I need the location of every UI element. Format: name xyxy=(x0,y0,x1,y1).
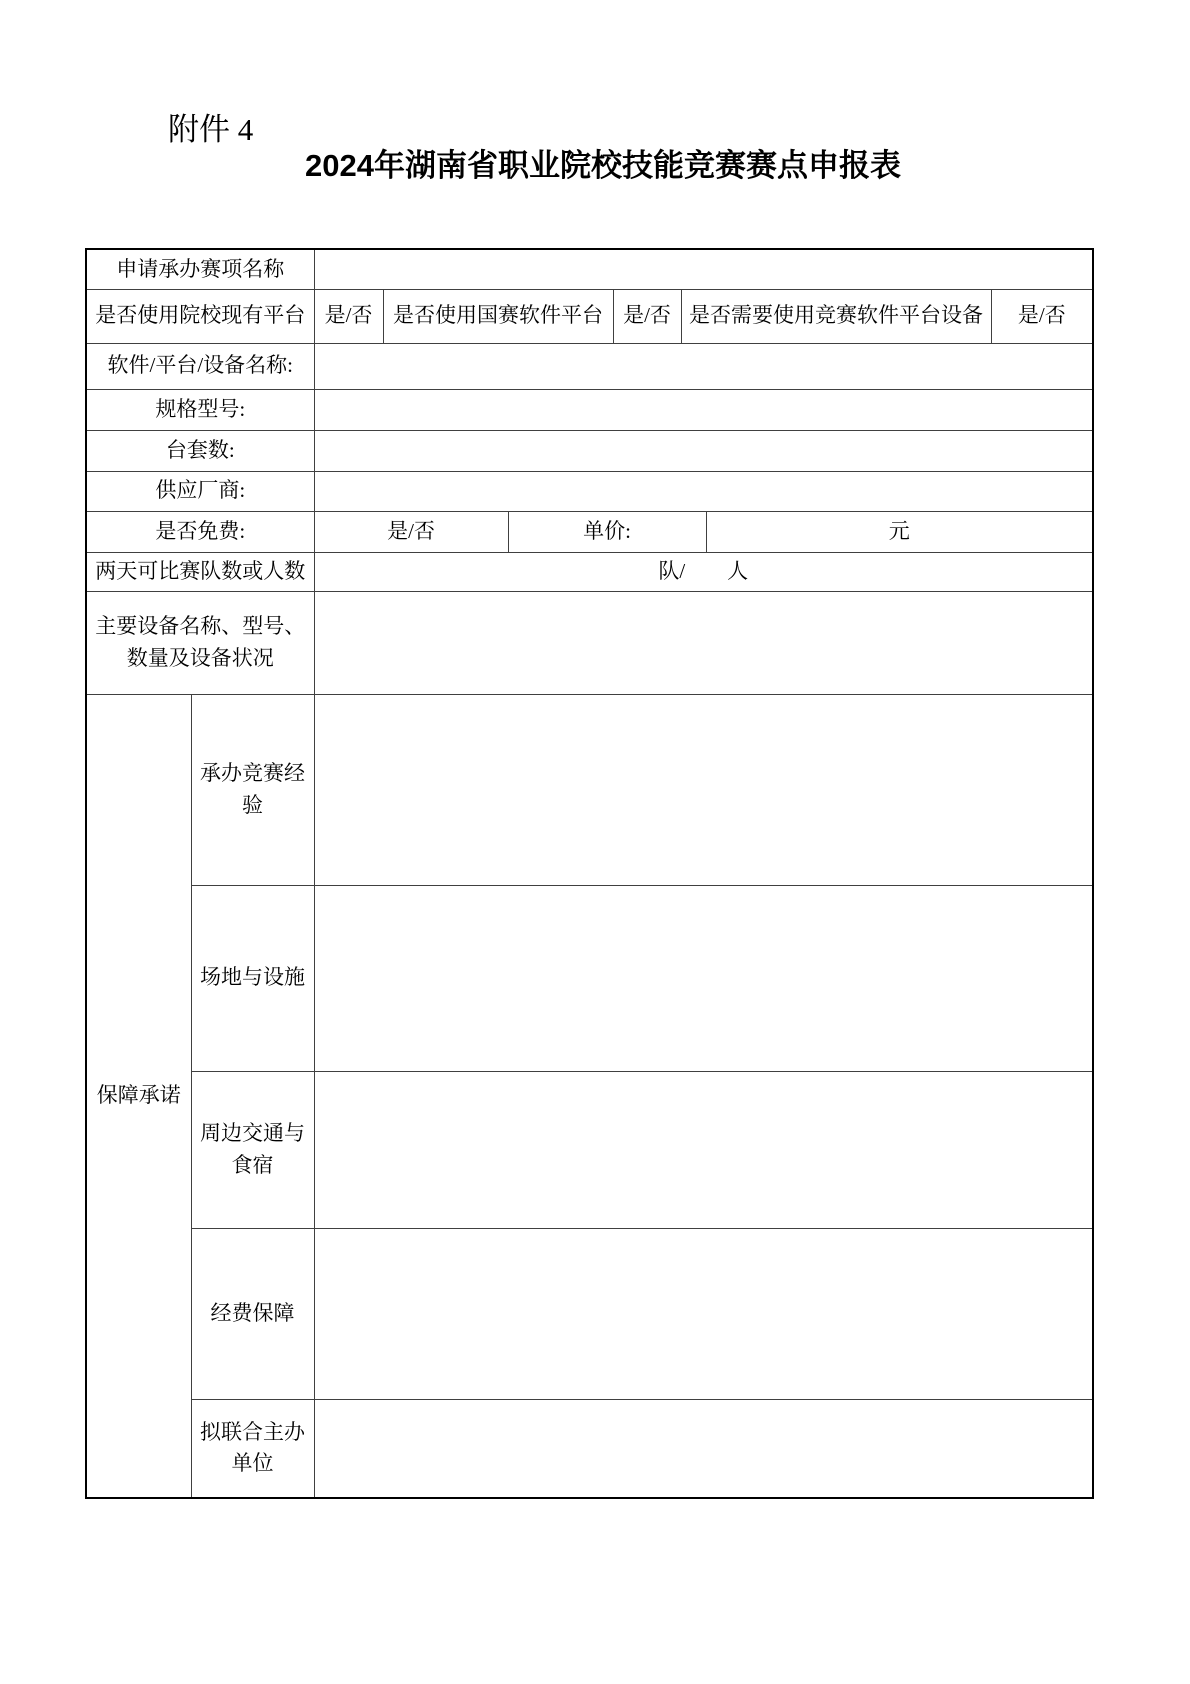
row-software-name xyxy=(86,343,1093,389)
row-guarantee-joint-organizer xyxy=(86,1399,1093,1498)
free-answer[interactable]: 是/否 xyxy=(314,511,508,552)
row-guarantee-funding xyxy=(86,1228,1093,1399)
spec-model-value[interactable] xyxy=(314,389,1093,430)
funding-value[interactable] xyxy=(314,1228,1093,1399)
funding-label: 经费保障 xyxy=(191,1228,314,1399)
row-platform-questions xyxy=(86,289,1093,343)
supplier-value[interactable] xyxy=(314,471,1093,511)
transport-lodging-value[interactable] xyxy=(314,1071,1093,1228)
software-name-value[interactable] xyxy=(314,343,1093,389)
guarantee-section-label: 保障承诺 xyxy=(86,694,191,1498)
row-guarantee-venue xyxy=(86,885,1093,1071)
teams-count-label: 两天可比赛队数或人数 xyxy=(86,552,314,591)
row-free xyxy=(86,511,1093,552)
national-platform-answer[interactable]: 是/否 xyxy=(613,289,681,343)
unit-price-label: 单价: xyxy=(508,511,706,552)
national-platform-label: 是否使用国赛软件平台 xyxy=(383,289,613,343)
row-guarantee-transport xyxy=(86,1071,1093,1228)
need-platform-equipment-label: 是否需要使用竞赛软件平台设备 xyxy=(681,289,991,343)
existing-platform-answer[interactable]: 是/否 xyxy=(314,289,383,343)
transport-lodging-label: 周边交通与食宿 xyxy=(191,1071,314,1228)
teams-count-value[interactable]: 队/ 人 xyxy=(314,552,1093,591)
equipment-label: 主要设备名称、型号、数量及设备状况 xyxy=(86,591,314,694)
free-label: 是否免费: xyxy=(86,511,314,552)
row-unit-count xyxy=(86,430,1093,471)
experience-label: 承办竞赛经验 xyxy=(191,694,314,885)
unit-count-label: 台套数: xyxy=(86,430,314,471)
supplier-label: 供应厂商: xyxy=(86,471,314,511)
venue-facilities-value[interactable] xyxy=(314,885,1093,1071)
joint-organizer-value[interactable] xyxy=(314,1399,1093,1498)
need-platform-equipment-answer[interactable]: 是/否 xyxy=(991,289,1093,343)
row-teams xyxy=(86,552,1093,591)
page-title: 2024年湖南省职业院校技能竞赛赛点申报表 xyxy=(305,148,901,183)
software-name-label: 软件/平台/设备名称: xyxy=(86,343,314,389)
existing-platform-label: 是否使用院校现有平台 xyxy=(86,289,314,343)
row-equipment xyxy=(86,591,1093,694)
unit-count-value[interactable] xyxy=(314,430,1093,471)
event-name-value[interactable] xyxy=(314,249,1093,289)
row-spec-model xyxy=(86,389,1093,430)
row-event-name xyxy=(86,249,1093,289)
venue-facilities-label: 场地与设施 xyxy=(191,885,314,1071)
joint-organizer-label: 拟联合主办单位 xyxy=(191,1399,314,1498)
unit-price-value[interactable]: 元 xyxy=(706,511,1093,552)
attachment-label: 附件 4 xyxy=(168,112,254,147)
application-form-table xyxy=(85,248,1094,1499)
experience-value[interactable] xyxy=(314,694,1093,885)
equipment-value[interactable] xyxy=(314,591,1093,694)
row-guarantee-experience xyxy=(86,694,1093,885)
spec-model-label: 规格型号: xyxy=(86,389,314,430)
row-supplier xyxy=(86,471,1093,511)
event-name-label: 申请承办赛项名称 xyxy=(86,249,314,289)
